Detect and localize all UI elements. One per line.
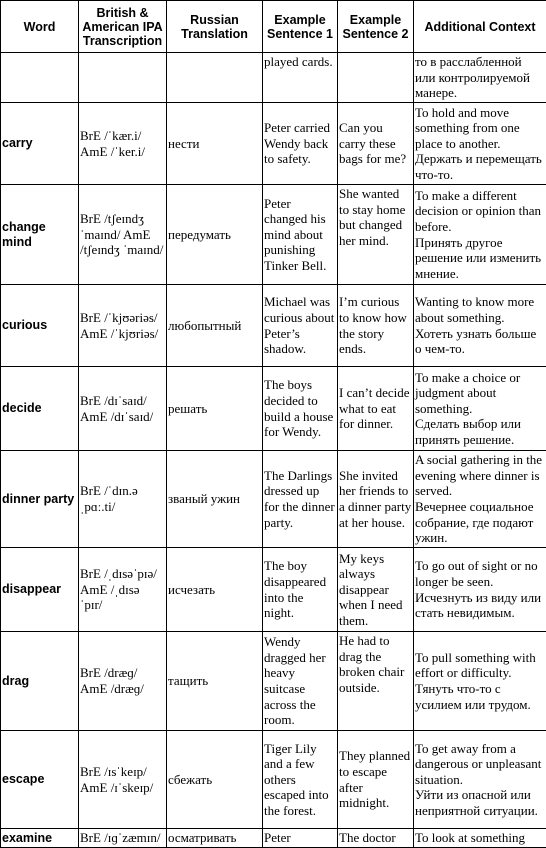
header-ipa: British & American IPA Transcription xyxy=(79,1,167,53)
example-2-cell: The doctor xyxy=(338,829,414,848)
example-1-cell: Tiger Lily and a few others escaped into the forest. xyxy=(263,731,338,829)
header-russian: Russian Translation xyxy=(167,1,263,53)
context-english: A social gathering in the evening where dinner is served. xyxy=(415,452,542,498)
header-context: Additional Context xyxy=(414,1,546,53)
table-row xyxy=(1,53,546,103)
example-2-cell: My keys always disappear when I need them. xyxy=(338,548,414,632)
table-row xyxy=(1,731,546,829)
example-2-cell: He had to drag the broken chair outside. xyxy=(338,632,414,731)
context-russian: Уйти из опасной или неприятной ситуации. xyxy=(415,787,545,818)
example-2-cell: They planned to escape after midnight. xyxy=(338,731,414,829)
context-russian: Хотеть узнать больше о чем-то. xyxy=(415,326,545,357)
example-1-cell: Wendy dragged her heavy suitcase across the room. xyxy=(263,632,338,731)
context-english: Wanting to know more about something. xyxy=(415,294,534,325)
header-row xyxy=(1,1,546,53)
ipa-cell: BrE /ˈdɪn.ə ˌpɑː.ti/ xyxy=(79,451,167,548)
context-cell xyxy=(414,548,546,632)
table-row xyxy=(1,103,546,185)
ipa-cell: BrE /dræɡ/ AmE /dræɡ/ xyxy=(79,632,167,731)
example-1-cell: Peter carried Wendy back to safety. xyxy=(263,103,338,185)
context-cell xyxy=(414,632,546,731)
header-example-1: Example Sentence 1 xyxy=(263,1,338,53)
context-cell xyxy=(414,451,546,548)
ipa-cell: BrE /dɪˈsaɪd/ AmE /dɪˈsaɪd/ xyxy=(79,367,167,451)
context-cell xyxy=(414,285,546,367)
example-2-cell: She invited her friends to a dinner party at her house. xyxy=(338,451,414,548)
russian-cell: нести xyxy=(167,103,263,185)
example-1-cell: The Darlings dressed up for the dinner party. xyxy=(263,451,338,548)
word-cell: dinner party xyxy=(1,451,79,548)
russian-cell xyxy=(167,53,263,103)
example-1-cell: The boy disappeared into the night. xyxy=(263,548,338,632)
russian-cell: передумать xyxy=(167,185,263,285)
table-row xyxy=(1,632,546,731)
russian-cell: любопытный xyxy=(167,285,263,367)
table-row xyxy=(1,367,546,451)
context-russian: то в расслабленной или контролируемой манере. xyxy=(415,54,545,101)
word-cell xyxy=(1,53,79,103)
word-cell: escape xyxy=(1,731,79,829)
table-row xyxy=(1,829,546,848)
table-row xyxy=(1,185,546,285)
russian-cell: решать xyxy=(167,367,263,451)
russian-cell: исчезать xyxy=(167,548,263,632)
example-2-cell: Can you carry these bags for me? xyxy=(338,103,414,185)
table-row xyxy=(1,548,546,632)
russian-cell: осматривать xyxy=(167,829,263,848)
word-cell: examine xyxy=(1,829,79,848)
word-cell: drag xyxy=(1,632,79,731)
example-2-cell: I’m curious to know how the story ends. xyxy=(338,285,414,367)
ipa-cell: BrE /ɪsˈkeɪp/ AmE /ɪˈskeɪp/ xyxy=(79,731,167,829)
ipa-cell: BrE /ˈkjʊəriəs/ AmE /ˈkjʊriəs/ xyxy=(79,285,167,367)
example-2-cell: I can’t decide what to eat for dinner. xyxy=(338,367,414,451)
russian-cell: званый ужин xyxy=(167,451,263,548)
context-russian: Держать и перемещать что-то. xyxy=(415,151,545,182)
header-example-2: Example Sentence 2 xyxy=(338,1,414,53)
example-2-cell xyxy=(338,53,414,103)
table-row xyxy=(1,451,546,548)
context-english: To pull something with effort or difficulty. Тянуть что-то с усилием или трудом. xyxy=(415,650,536,712)
example-1-cell: Peter changed his mind about punishing Tinker Bell. xyxy=(263,185,338,285)
russian-cell: сбежать xyxy=(167,731,263,829)
ipa-cell: BrE /ɪɡˈzæmɪn/ xyxy=(79,829,167,848)
ipa-cell: BrE /ˈkær.i/ AmE /ˈker.i/ xyxy=(79,103,167,185)
example-1-cell: Michael was curious about Peter’s shadow. xyxy=(263,285,338,367)
header-word: Word xyxy=(1,1,79,53)
context-english: To make a choice or judgment about something. xyxy=(415,370,520,416)
context-cell xyxy=(414,185,546,285)
example-1-cell: Peter xyxy=(263,829,338,848)
context-cell xyxy=(414,53,546,103)
context-cell xyxy=(414,103,546,185)
context-cell xyxy=(414,829,546,848)
word-cell: curious xyxy=(1,285,79,367)
context-english: To go out of sight or no longer be seen. xyxy=(415,558,538,589)
context-russian: Сделать выбор или принять решение. xyxy=(415,416,545,447)
context-english: To hold and move something from one place to another. xyxy=(415,105,520,151)
word-cell: carry xyxy=(1,103,79,185)
word-cell: change mind xyxy=(1,185,79,285)
word-cell: disappear xyxy=(1,548,79,632)
table-row xyxy=(1,285,546,367)
context-russian: Принять другое решение или изменить мнение. xyxy=(415,235,545,282)
context-cell xyxy=(414,367,546,451)
context-english: To make a different decision or opinion than before. xyxy=(415,188,541,234)
context-english: To get away from a dangerous or unpleasant situation. xyxy=(415,741,541,787)
example-1-cell: played cards. xyxy=(263,53,338,103)
context-cell xyxy=(414,731,546,829)
ipa-cell: BrE /ˌdɪsəˈpɪə/ AmE /ˌdɪsə ˈpɪr/ xyxy=(79,548,167,632)
russian-cell: тащить xyxy=(167,632,263,731)
context-russian: Вечернее социальное собрание, где подают ужин. xyxy=(415,499,545,546)
example-2-cell: She wanted to stay home but changed her mind. xyxy=(338,185,414,285)
context-russian: Исчезнуть из виду или стать невидимым. xyxy=(415,590,545,621)
ipa-cell: BrE /tʃeɪndʒ ˈmaɪnd/ AmE /tʃeɪndʒ ˈmaɪnd/ xyxy=(79,185,167,285)
example-1-cell: The boys decided to build a house for Wendy. xyxy=(263,367,338,451)
word-cell: decide xyxy=(1,367,79,451)
context-english: To look at something xyxy=(415,830,525,845)
ipa-cell xyxy=(79,53,167,103)
